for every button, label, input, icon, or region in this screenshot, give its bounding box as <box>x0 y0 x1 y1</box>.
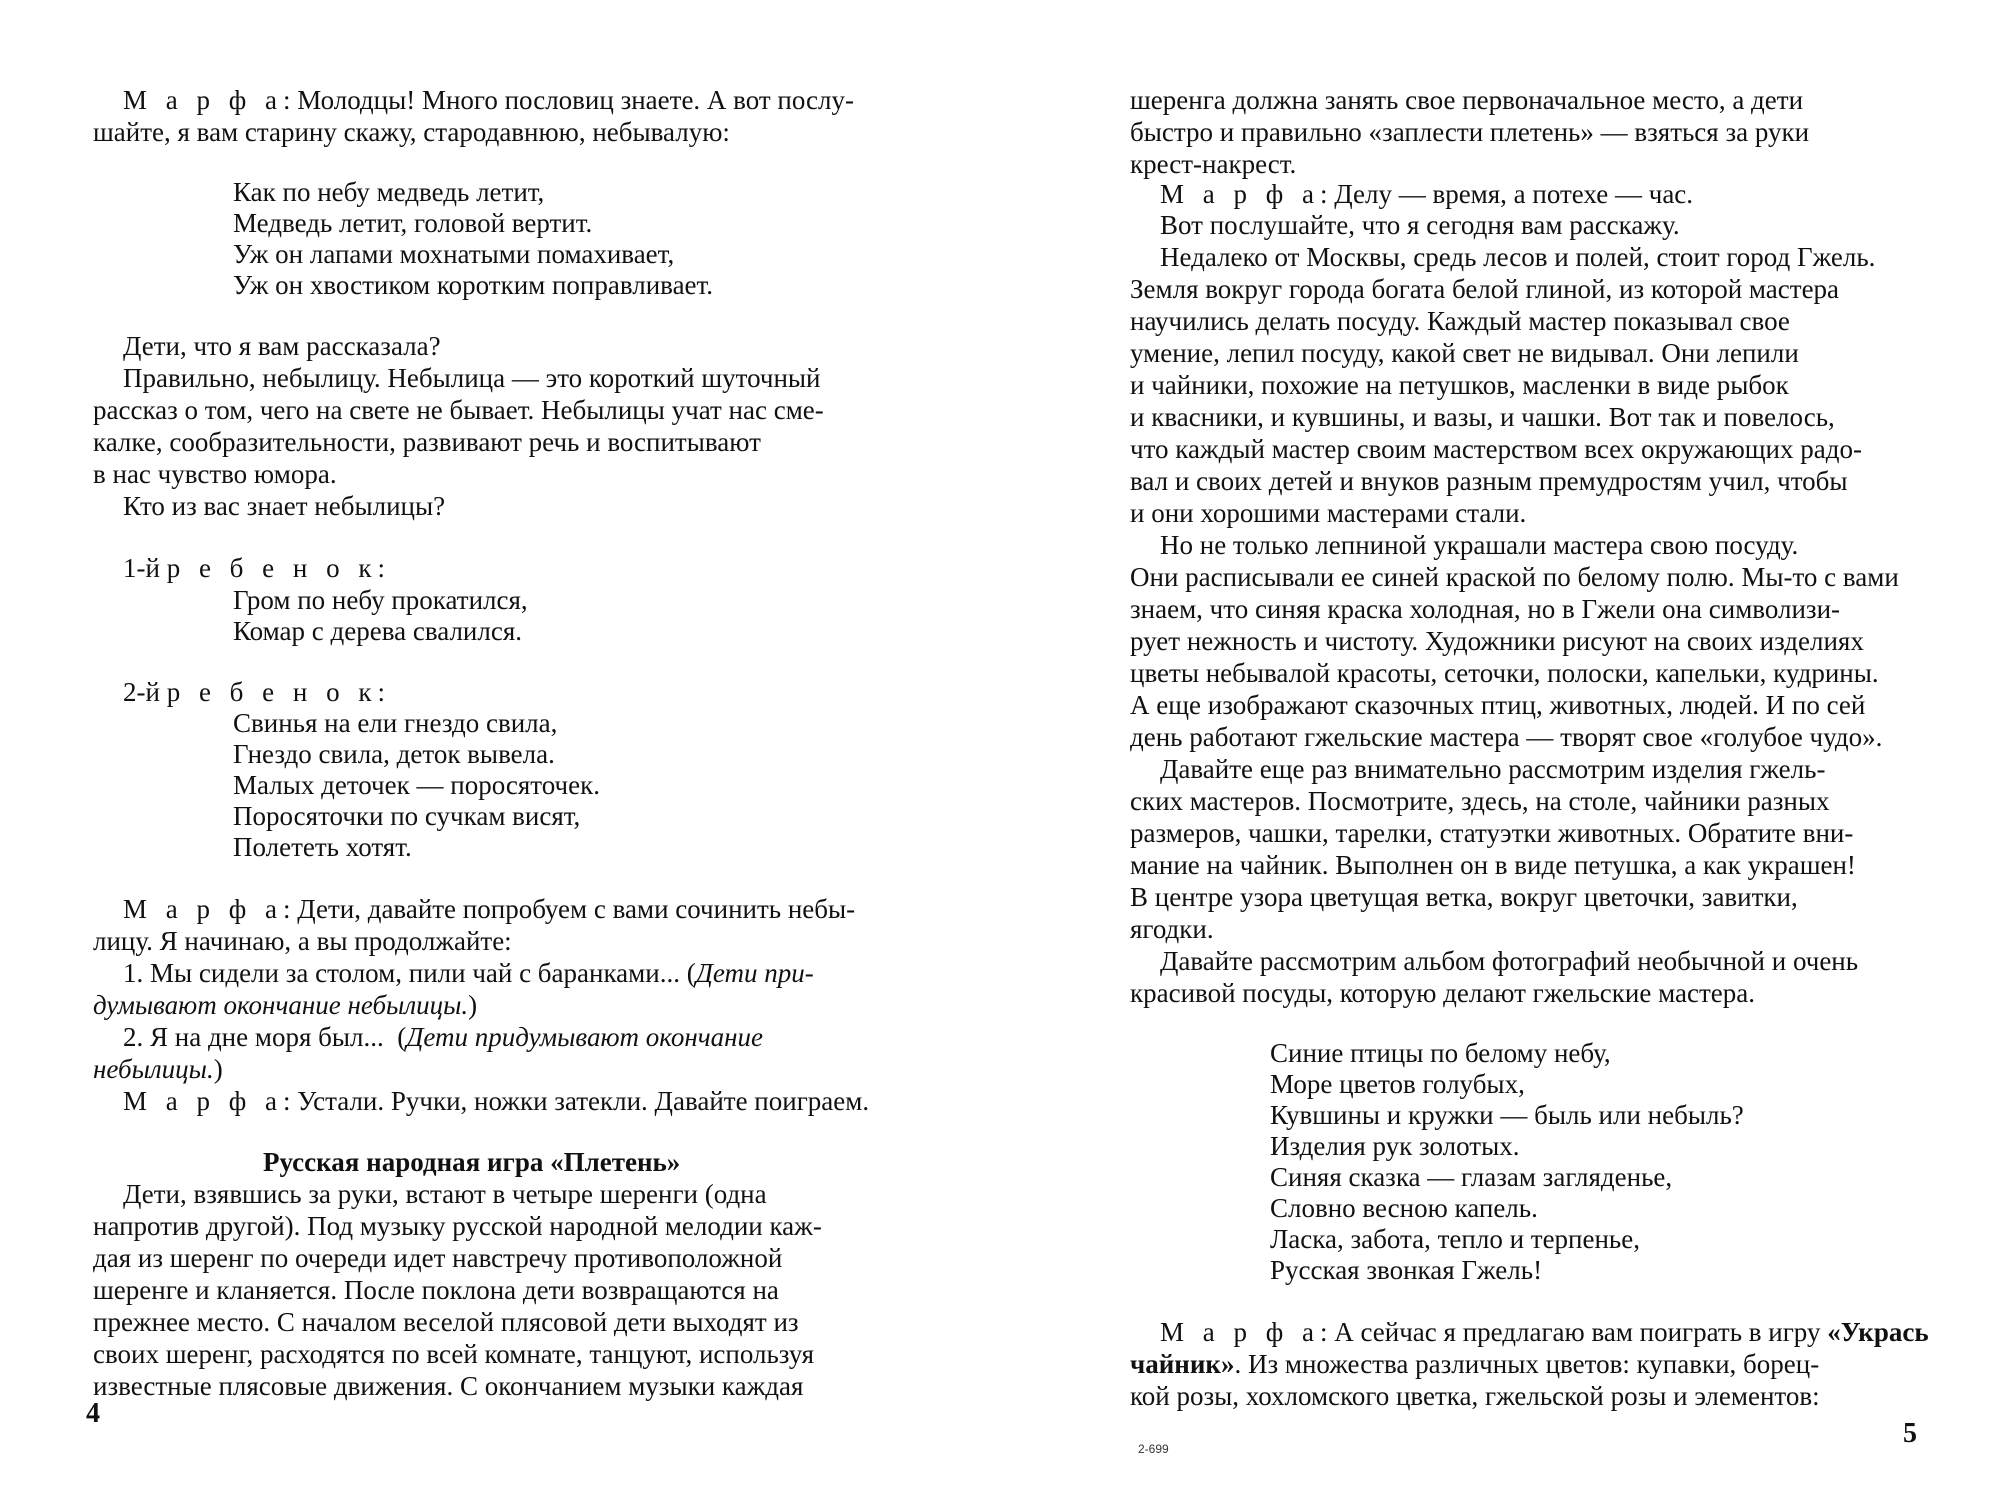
italic-text: Дети придумывают окончание <box>406 1022 763 1052</box>
poem-line: Море цветов голубых, <box>1270 1069 1525 1099</box>
text-line: кой розы, хохломского цветка, гжельской розы и элементов: <box>1130 1381 1820 1411</box>
text-line: красивой посуды, которую делают гжельские мастера. <box>1130 978 1755 1008</box>
text-line <box>93 1053 223 1085</box>
poem-line: Уж он хвостиком коротким поправливает. <box>233 270 714 300</box>
text-line: быстро и правильно «заплести плетень» — взяться за руки <box>1130 117 1810 147</box>
text-line: А еще изображают сказочных птиц, животных, людей. И по сей <box>1130 690 1866 720</box>
text-line: день работают гжельские мастера — творят свое «голубое чудо». <box>1130 722 1883 752</box>
text-line: калке, сообразительности, развивают речь и воспитывают <box>93 427 761 457</box>
text-line: Недалеко от Москвы, средь лесов и полей, стоит город Гжель. <box>1160 242 1876 272</box>
text-line: рует нежность и чистоту. Художники рисуют на своих изделиях <box>1130 626 1864 656</box>
text-line: ских мастеров. Посмотрите, здесь, на столе, чайники разных <box>1130 786 1830 816</box>
poem-line: Синие птицы по белому небу, <box>1270 1038 1611 1068</box>
child-number: 1-й <box>123 553 160 583</box>
text-line: крест-накрест. <box>1130 149 1297 179</box>
text-line: рассказ о том, чего на свете не бывает. Небылицы учат нас сме- <box>93 395 824 425</box>
text-line <box>1130 1348 1819 1380</box>
poem-line: Уж он лапами мохнатыми помахивает, <box>233 239 675 269</box>
poem-line: Как по небу медведь летит, <box>233 177 545 207</box>
speaker-name: М а р ф а <box>123 894 283 924</box>
text-line: лицу. Я начинаю, а вы продолжайте: <box>93 926 512 956</box>
line-text: : Дети, давайте попробуем с вами сочинить небы- <box>282 894 856 924</box>
text-line: прежнее место. С началом веселой плясовой дети выходят из <box>93 1307 799 1337</box>
text-line: Правильно, небылицу. Небылица — это короткий шуточный <box>123 363 821 393</box>
poem-line: Гром по небу прокатился, <box>233 585 528 615</box>
line-text: : А сейчас я предлагаю вам поиграть в игру <box>1319 1317 1828 1347</box>
speaker-line <box>123 552 385 584</box>
text-line <box>123 957 814 989</box>
poem-line: Поросяточки по сучкам висят, <box>233 801 581 831</box>
text-line: дая из шеренг по очереди идет навстречу противоположной <box>93 1243 783 1273</box>
poem-line: Медведь летит, головой вертит. <box>233 208 593 238</box>
text-line <box>1160 178 1693 210</box>
poem-line: Полететь хотят. <box>233 832 412 862</box>
text-line: В центре узора цветущая ветка, вокруг цветочки, завитки, <box>1130 882 1798 912</box>
text-line: Давайте еще раз внимательно рассмотрим изделия гжель- <box>1160 754 1826 784</box>
text-line: цветы небывалой красоты, сеточки, полоски, капельки, кудрины. <box>1130 658 1879 688</box>
poem-line: Кувшины и кружки — быль или небыль? <box>1270 1100 1744 1130</box>
section-title: Русская народная игра «Плетень» <box>263 1147 681 1177</box>
poem-line: Изделия рук золотых. <box>1270 1131 1520 1161</box>
speaker-name: М а р ф а <box>1160 179 1320 209</box>
text-line <box>1160 1316 1929 1348</box>
bold-text: чайник» <box>1130 1349 1235 1379</box>
colon: : <box>377 553 385 583</box>
page-number: 4 <box>86 1398 100 1429</box>
text-line: Они расписывали ее синей краской по белому полю. Мы-то с вами <box>1130 562 1899 592</box>
child-number: 2-й <box>123 677 160 707</box>
line-text: 1. Мы сидели за столом, пили чай с баранками... ( <box>123 958 696 988</box>
line-text: 2. Я на дне моря был... ( <box>123 1022 407 1052</box>
text-line: и квасники, и кувшины, и вазы, и чашки. Вот так и повелось, <box>1130 402 1835 432</box>
text-line: Дети, взявшись за руки, встают в четыре шеренги (одна <box>123 1179 767 1209</box>
italic-text: небылицы. <box>93 1054 214 1084</box>
line-text: : Молодцы! Много пословиц знаете. А вот послу- <box>282 85 855 115</box>
line-text: : Делу — время, а потехе — час. <box>1319 179 1694 209</box>
page-number: 5 <box>1903 1418 1917 1449</box>
speaker-name: М а р ф а <box>123 1086 283 1116</box>
poem-line: Синяя сказка — глазам загляденье, <box>1270 1162 1673 1192</box>
speaker-name: р е б е н о к <box>166 677 378 707</box>
text-line: шеренга должна занять свое первоначальное место, а дети <box>1130 85 1804 115</box>
poem-line: Словно весною капель. <box>1270 1193 1538 1223</box>
text-line: что каждый мастер своим мастерством всех окружающих радо- <box>1130 434 1862 464</box>
text-line: размеров, чашки, тарелки, статуэтки животных. Обратите вни- <box>1130 818 1854 848</box>
bold-text: «Укрась <box>1827 1317 1929 1347</box>
text-line: своих шеренг, расходятся по всей комнате, танцуют, используя <box>93 1339 815 1369</box>
poem-line: Малых деточек — поросяточек. <box>233 770 600 800</box>
text-line <box>93 989 477 1021</box>
speaker-line <box>123 676 385 708</box>
text-line: знаем, что синяя краска холодная, но в Гжели она символизи- <box>1130 594 1841 624</box>
text-line: шеренге и кланяется. После поклона дети возвращаются на <box>93 1275 779 1305</box>
text-line: известные плясовые движения. С окончанием музыки каждая <box>93 1371 804 1401</box>
text-line <box>123 893 855 925</box>
italic-text: Дети при- <box>695 958 814 988</box>
colon: : <box>377 677 385 707</box>
line-text: . Из множества различных цветов: купавки, борец- <box>1234 1349 1820 1379</box>
line-text: ) <box>468 990 478 1020</box>
text-line: и они хорошими мастерами стали. <box>1130 498 1527 528</box>
text-line: и чайники, похожие на петушков, масленки в виде рыбок <box>1130 370 1789 400</box>
text-line: Давайте рассмотрим альбом фотографий необычной и очень <box>1160 946 1859 976</box>
text-line: Земля вокруг города богата белой глиной, из которой мастера <box>1130 274 1840 304</box>
text-line: ягодки. <box>1130 914 1214 944</box>
text-line <box>123 1085 869 1117</box>
poem-line: Русская звонкая Гжель! <box>1270 1255 1543 1285</box>
speaker-name: р е б е н о к <box>166 553 378 583</box>
speaker-name: М а р ф а <box>1160 1317 1320 1347</box>
text-line: напротив другой). Под музыку русской народной мелодии каж- <box>93 1211 822 1241</box>
right-page <box>1000 0 2000 1496</box>
poem-line: Свинья на ели гнездо свила, <box>233 708 558 738</box>
poem-line: Комар с дерева свалился. <box>233 616 522 646</box>
poem-line: Гнездо свила, деток вывела. <box>233 739 555 769</box>
text-line: Вот послушайте, что я сегодня вам расскажу. <box>1160 210 1680 240</box>
italic-text: думывают окончание небылицы. <box>93 990 469 1020</box>
text-line: Кто из вас знает небылицы? <box>123 491 446 521</box>
print-code: 2-699 <box>1138 1442 1169 1456</box>
text-line: вал и своих детей и внуков разным премудростям учил, чтобы <box>1130 466 1848 496</box>
text-line: Но не только лепниной украшали мастера свою посуду. <box>1160 530 1799 560</box>
poem-line: Ласка, забота, тепло и терпенье, <box>1270 1224 1640 1254</box>
text-line: научились делать посуду. Каждый мастер показывал свое <box>1130 306 1790 336</box>
text-line <box>123 1021 763 1053</box>
text-line: шайте, я вам старину скажу, стародавнюю, небывалую: <box>93 117 730 147</box>
speaker-name: М а р ф а <box>123 85 283 115</box>
text-line: Дети, что я вам рассказала? <box>123 331 441 361</box>
text-line: мание на чайник. Выполнен он в виде петушка, а как украшен! <box>1130 850 1856 880</box>
text-line <box>123 84 854 116</box>
text-line: в нас чувство юмора. <box>93 459 337 489</box>
text-line: умение, лепил посуду, какой свет не видывал. Они лепили <box>1130 338 1799 368</box>
line-text: ) <box>213 1054 223 1084</box>
line-text: : Устали. Ручки, ножки затекли. Давайте поиграем. <box>282 1086 870 1116</box>
